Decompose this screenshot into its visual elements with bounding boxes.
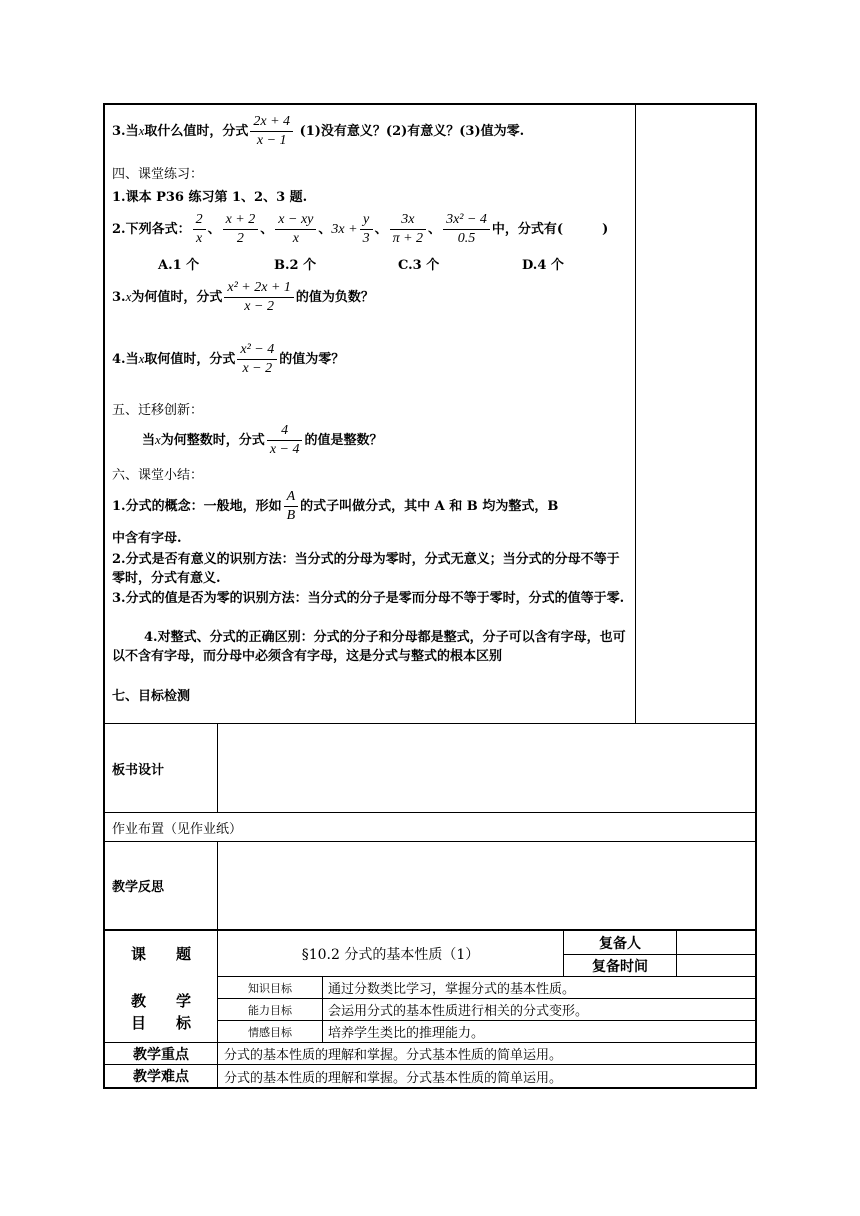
option-a: A.1 个 [158, 258, 200, 273]
key-points-text: 分式的基本性质的理解和掌握。分式基本性质的简单运用。 [224, 1048, 563, 1063]
option-b: B.2 个 [274, 258, 317, 273]
goal-ability-label: 能力目标 [248, 1003, 292, 1017]
section-5-heading: 五、迁移创新： [112, 403, 204, 418]
option-d: D.4 个 [522, 258, 564, 273]
option-c: C.3 个 [398, 258, 440, 273]
topic-label: 课 题 [130, 945, 191, 963]
summary-1: 1.分式的概念：一般地，形如 $\frac{A}{B}$ 的式子叫做分式，其中 A 和 B 均为整式，B [112, 489, 559, 523]
goal-emotion-text: 培养学生类比的推理能力。 [328, 1026, 485, 1041]
summary-2: 2.分式是否有意义的识别方法：当分式的分母为零时，分式无意义；当分式的分母不等于零时，分式有意义. [112, 552, 620, 586]
goal-ability-text: 会运用分式的基本性质进行相关的分式变形。 [328, 1004, 589, 1019]
reviewer-value[interactable] [677, 931, 755, 954]
difficulty-label: 教学难点 [133, 1069, 189, 1085]
goal-knowledge-text: 通过分数类比学习，掌握分式的基本性质。 [328, 982, 576, 997]
practice-3: 3.x为何值时，分式 $\frac{\text{x² + 2x + 1}}{x - 2}$ 的值为负数？ [112, 280, 374, 314]
reflection-content[interactable] [218, 842, 754, 929]
summary-1-cont: 中含有字母. [112, 531, 182, 546]
goal-emotion-label: 情感目标 [248, 1025, 292, 1039]
board-design-content[interactable] [218, 724, 754, 812]
board-design-label: 板书设计 [112, 762, 165, 778]
practice-2: 2.下列各式： $\frac{2}{x}$ 、 $\frac{x + 2}{2}$ 、 $\frac{x - xy}{x}$ 、3x + $\frac{y}{3}$ 、 $\frac{3x}{\pi + 2}$ 、 $\frac{\text{3x² − 4}}{0.5}$ 中，分式有( ) [112, 212, 609, 246]
topic-title: §10.2 分式的基本性质（1） [301, 946, 480, 963]
section-7-heading: 七、目标检测 [112, 689, 191, 704]
section-6-heading: 六、课堂小结： [112, 468, 204, 483]
reflection-label: 教学反思 [112, 880, 165, 895]
summary-4: 4.对整式、分式的正确区别：分式的分子和分母都是整式，分子可以含有字母，也可以不含有字母，而分母中必须含有字母，这是分式与整式的根本区别 [112, 630, 626, 664]
practice-4: 4.当x取何值时，分式 $\frac{\text{x² − 4}}{x - 2}$ 的值为零？ [112, 342, 345, 376]
practice-1: 1.课本 P36 练习第 1、2、3 题. [112, 190, 308, 205]
review-time-label: 复备时间 [592, 958, 648, 975]
review-time-value[interactable] [677, 955, 755, 976]
section-4-heading: 四、课堂练习： [112, 167, 204, 182]
homework-label: 作业布置（见作业纸） [112, 821, 243, 837]
difficulty-text: 分式的基本性质的理解和掌握。分式基本性质的简单运用。 [224, 1070, 563, 1086]
goal-knowledge-label: 知识目标 [248, 981, 292, 995]
reviewer-label: 复备人 [599, 935, 641, 952]
summary-3: 3.分式的值是否为零的识别方法：当分式的分子是零而分母不等于零时，分式的值等于零. [112, 591, 625, 606]
transfer-question: 当x为何整数时，分式 $\frac{4}{x - 4}$ 的值是整数？ [142, 423, 383, 457]
key-points-label: 教学重点 [133, 1046, 189, 1063]
goals-label: 教 学 目 标 [130, 992, 191, 1032]
question-3: 3.当x取什么值时，分式 $\frac{2x + 4}{x - 1}$ (1)没有意义？(2)有意义？(3)值为零. [112, 114, 525, 148]
